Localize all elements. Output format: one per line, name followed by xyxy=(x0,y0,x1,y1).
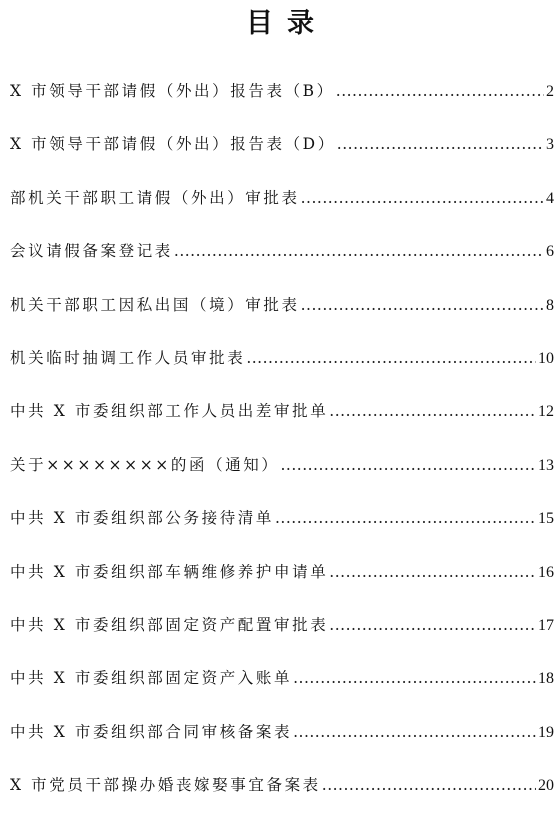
toc-entry[interactable] xyxy=(10,238,554,291)
toc-entry[interactable] xyxy=(10,505,554,558)
toc-entry[interactable] xyxy=(10,185,554,238)
toc-page-number: 16 xyxy=(538,563,554,581)
toc-entry-title: 中共 X 市委组织部固定资产入账单 xyxy=(10,669,293,688)
toc-page-number: 10 xyxy=(538,349,554,367)
toc-entry-title: 会议请假备案登记表 xyxy=(10,242,173,261)
toc-entry-title: 中共 X 市委组织部公务接待清单 xyxy=(10,509,274,528)
toc-entry-title: 机关干部职工因私出国（境）审批表 xyxy=(10,295,300,314)
toc-entry[interactable] xyxy=(10,345,554,398)
toc-page-number: 17 xyxy=(538,616,554,634)
toc-entry[interactable] xyxy=(10,665,554,718)
toc-dot-leader xyxy=(329,612,536,638)
toc-page-number: 8 xyxy=(546,296,554,314)
toc-dot-leader xyxy=(337,131,544,157)
toc-page-number: 2 xyxy=(546,83,554,100)
toc-entry[interactable] xyxy=(10,772,554,825)
toc-dot-leader xyxy=(174,238,544,264)
toc-dot-leader xyxy=(329,559,536,585)
toc-page-number: 15 xyxy=(538,510,554,528)
toc-page-number: 6 xyxy=(546,243,554,261)
toc-entry[interactable] xyxy=(10,292,554,345)
toc-entry-title: 中共 X 市委组织部工作人员出差审批单 xyxy=(10,402,329,421)
toc-entry-title: 中共 X 市委组织部合同审核备案表 xyxy=(10,722,293,741)
toc-entry-title: X 市领导干部请假（外出）报告表（B） xyxy=(10,82,335,100)
toc-entry[interactable] xyxy=(10,131,554,184)
toc-page-number: 19 xyxy=(538,723,554,741)
toc-list xyxy=(10,78,554,825)
toc-dot-leader xyxy=(301,185,544,211)
toc-entry-title: 部机关干部职工请假（外出）审批表 xyxy=(10,188,300,207)
toc-dot-leader xyxy=(293,665,536,691)
toc-dot-leader xyxy=(301,292,544,318)
toc-page-number: 3 xyxy=(546,136,554,154)
toc-entry-title: X 市领导干部请假（外出）报告表（D） xyxy=(10,135,336,154)
toc-page-number: 4 xyxy=(546,189,554,207)
toc-dot-leader xyxy=(336,78,544,104)
toc-entry[interactable] xyxy=(10,719,554,772)
toc-dot-leader xyxy=(246,345,536,371)
toc-entry[interactable] xyxy=(10,78,554,131)
toc-dot-leader xyxy=(281,452,537,478)
toc-title: 目录 xyxy=(246,8,328,39)
toc-entry-title: X 市党员干部操办婚丧嫁娶事宜备案表 xyxy=(10,776,321,795)
toc-entry[interactable] xyxy=(10,612,554,665)
toc-entry[interactable] xyxy=(10,398,554,451)
toc-page-number: 20 xyxy=(538,777,554,795)
toc-entry-title: 中共 X 市委组织部车辆维修养护申请单 xyxy=(10,562,329,581)
toc-entry[interactable] xyxy=(10,559,554,612)
toc-page-number: 18 xyxy=(538,670,554,688)
toc-entry-title: 中共 X 市委组织部固定资产配置审批表 xyxy=(10,615,329,634)
toc-dot-leader xyxy=(329,398,536,424)
toc-dot-leader xyxy=(275,505,536,531)
toc-dot-leader xyxy=(293,719,536,745)
toc-dot-leader xyxy=(322,772,536,798)
toc-page-number: 13 xyxy=(538,456,554,474)
toc-entry[interactable] xyxy=(10,452,554,505)
toc-page-number: 12 xyxy=(538,403,554,421)
toc-entry-title: 机关临时抽调工作人员审批表 xyxy=(10,348,246,367)
toc-entry-title: 关于××××××××的函（通知） xyxy=(10,455,280,474)
